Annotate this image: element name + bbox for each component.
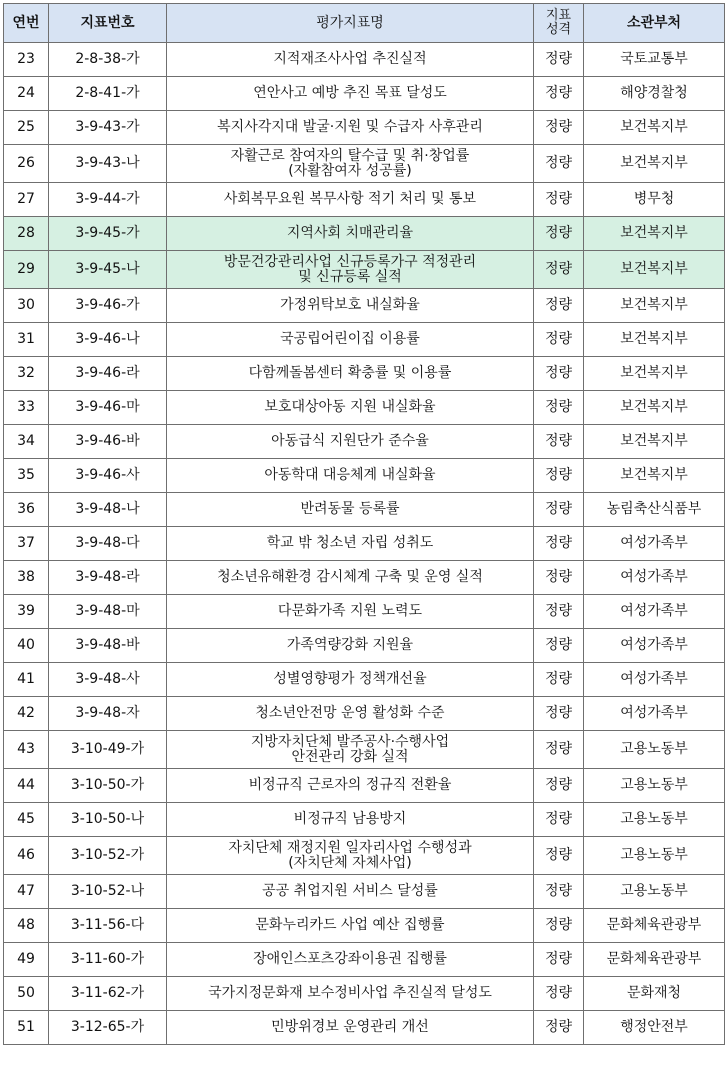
table-row xyxy=(4,77,725,111)
cell-no: 24 xyxy=(4,77,49,111)
cell-code: 3-9-48-사 xyxy=(49,663,167,697)
cell-name-line: 복지사각지대 발굴·지원 및 수급자 사후관리 xyxy=(217,119,483,135)
cell-no: 40 xyxy=(4,629,49,663)
cell-code: 3-12-65-가 xyxy=(49,1011,167,1045)
cell-no: 33 xyxy=(4,391,49,425)
cell-code: 3-9-46-나 xyxy=(49,323,167,357)
cell-name-line: (자치단체 자체사업) xyxy=(288,854,412,871)
cell-no: 36 xyxy=(4,493,49,527)
cell-no: 42 xyxy=(4,697,49,731)
cell-no: 48 xyxy=(4,909,49,943)
header-ministry: 소관부처 xyxy=(584,4,725,43)
cell-name-line: 국가지정문화재 보수정비사업 추진실적 달성도 xyxy=(208,985,492,1001)
cell-name xyxy=(167,77,534,111)
cell-ministry: 여성가족부 xyxy=(584,561,725,595)
cell-code: 3-10-52-가 xyxy=(49,837,167,875)
cell-no: 34 xyxy=(4,425,49,459)
cell-no: 29 xyxy=(4,251,49,289)
cell-name-line: 아동학대 대응체계 내실화율 xyxy=(264,467,436,483)
cell-name xyxy=(167,803,534,837)
cell-name xyxy=(167,697,534,731)
cell-code: 3-9-48-라 xyxy=(49,561,167,595)
cell-type: 정량 xyxy=(534,459,584,493)
table-row xyxy=(4,183,725,217)
cell-code: 3-9-48-마 xyxy=(49,595,167,629)
cell-type: 정량 xyxy=(534,977,584,1011)
cell-name xyxy=(167,183,534,217)
table-row xyxy=(4,803,725,837)
cell-ministry: 여성가족부 xyxy=(584,663,725,697)
cell-ministry: 보건복지부 xyxy=(584,217,725,251)
cell-name-line: 자활근로 참여자의 탈수급 및 취·창업률 xyxy=(230,147,470,164)
cell-name-line: 연안사고 예방 추진 목표 달성도 xyxy=(253,85,447,101)
cell-ministry: 국토교통부 xyxy=(584,43,725,77)
cell-code: 3-9-44-가 xyxy=(49,183,167,217)
cell-code: 3-9-46-가 xyxy=(49,289,167,323)
cell-name-line: 다함께돌봄센터 확충률 및 이용률 xyxy=(248,365,452,381)
cell-name xyxy=(167,875,534,909)
cell-name xyxy=(167,837,534,875)
cell-no: 47 xyxy=(4,875,49,909)
cell-type: 정량 xyxy=(534,77,584,111)
cell-type: 정량 xyxy=(534,909,584,943)
cell-no: 43 xyxy=(4,731,49,769)
cell-no: 32 xyxy=(4,357,49,391)
cell-ministry: 문화재청 xyxy=(584,977,725,1011)
cell-name xyxy=(167,1011,534,1045)
cell-name xyxy=(167,357,534,391)
cell-name-line: 자치단체 재정지원 일자리사업 수행성과 xyxy=(228,839,472,856)
cell-name xyxy=(167,289,534,323)
cell-ministry: 문화체육관광부 xyxy=(584,909,725,943)
cell-type: 정량 xyxy=(534,943,584,977)
cell-ministry: 해양경찰청 xyxy=(584,77,725,111)
cell-name-line: (자활참여자 성공률) xyxy=(288,162,412,179)
cell-name xyxy=(167,527,534,561)
cell-name-line: 비정규직 남용방지 xyxy=(293,811,407,827)
cell-name-line: 청소년안전망 운영 활성화 수준 xyxy=(255,705,445,721)
cell-code: 3-9-46-라 xyxy=(49,357,167,391)
cell-type: 정량 xyxy=(534,391,584,425)
cell-ministry: 고용노동부 xyxy=(584,769,725,803)
cell-name-line: 및 신규등록 실적 xyxy=(298,268,402,285)
cell-ministry: 보건복지부 xyxy=(584,357,725,391)
cell-type: 정량 xyxy=(534,111,584,145)
cell-no: 30 xyxy=(4,289,49,323)
cell-type: 정량 xyxy=(534,629,584,663)
table-row xyxy=(4,595,725,629)
cell-ministry: 보건복지부 xyxy=(584,391,725,425)
cell-no: 39 xyxy=(4,595,49,629)
table-row xyxy=(4,493,725,527)
cell-code: 3-10-49-가 xyxy=(49,731,167,769)
header-no: 연번 xyxy=(4,4,49,43)
cell-ministry: 문화체육관광부 xyxy=(584,943,725,977)
cell-code: 3-9-46-바 xyxy=(49,425,167,459)
cell-name xyxy=(167,595,534,629)
cell-type: 정량 xyxy=(534,43,584,77)
cell-name-line: 가정위탁보호 내실화율 xyxy=(280,297,420,313)
header-row xyxy=(4,4,725,43)
cell-type: 정량 xyxy=(534,217,584,251)
cell-type: 정량 xyxy=(534,595,584,629)
cell-code: 3-9-48-바 xyxy=(49,629,167,663)
cell-name-line: 지적재조사사업 추진실적 xyxy=(273,51,427,67)
table-row xyxy=(4,629,725,663)
cell-name xyxy=(167,459,534,493)
cell-ministry: 병무청 xyxy=(584,183,725,217)
cell-type: 정량 xyxy=(534,1011,584,1045)
cell-ministry: 보건복지부 xyxy=(584,289,725,323)
table-row xyxy=(4,561,725,595)
header-code: 지표번호 xyxy=(49,4,167,43)
table-row xyxy=(4,663,725,697)
cell-no: 31 xyxy=(4,323,49,357)
cell-name xyxy=(167,43,534,77)
cell-ministry: 보건복지부 xyxy=(584,323,725,357)
cell-name-line: 지방자치단체 발주공사·수행사업 xyxy=(250,733,450,750)
cell-name xyxy=(167,943,534,977)
cell-name-line: 성별영향평가 정책개선율 xyxy=(273,671,427,687)
cell-name xyxy=(167,425,534,459)
cell-code: 3-10-50-가 xyxy=(49,769,167,803)
cell-name xyxy=(167,731,534,769)
cell-no: 26 xyxy=(4,145,49,183)
cell-name-line: 보호대상아동 지원 내실화율 xyxy=(264,399,436,415)
cell-ministry: 보건복지부 xyxy=(584,111,725,145)
cell-code: 3-9-45-나 xyxy=(49,251,167,289)
cell-code: 2-8-38-가 xyxy=(49,43,167,77)
cell-no: 38 xyxy=(4,561,49,595)
table-row xyxy=(4,1011,725,1045)
table-row xyxy=(4,769,725,803)
cell-name-line: 학교 밖 청소년 자립 성취도 xyxy=(266,535,434,551)
cell-name-line: 지역사회 치매관리율 xyxy=(286,225,414,241)
cell-type: 정량 xyxy=(534,425,584,459)
cell-name xyxy=(167,909,534,943)
cell-type: 정량 xyxy=(534,323,584,357)
table-row xyxy=(4,943,725,977)
cell-ministry: 보건복지부 xyxy=(584,459,725,493)
cell-code: 3-9-43-나 xyxy=(49,145,167,183)
cell-name-line: 국공립어린이집 이용률 xyxy=(280,331,420,347)
cell-type: 정량 xyxy=(534,251,584,289)
cell-name xyxy=(167,251,534,289)
cell-ministry: 여성가족부 xyxy=(584,697,725,731)
table-row xyxy=(4,527,725,561)
cell-name-line: 반려동물 등록률 xyxy=(300,501,400,517)
cell-ministry: 고용노동부 xyxy=(584,803,725,837)
cell-name-line: 민방위경보 운영관리 개선 xyxy=(271,1019,429,1035)
cell-no: 35 xyxy=(4,459,49,493)
cell-type: 정량 xyxy=(534,663,584,697)
cell-name-line: 공공 취업지원 서비스 달성률 xyxy=(262,883,438,899)
cell-name xyxy=(167,663,534,697)
cell-name-line: 사회복무요원 복무사항 적기 처리 및 통보 xyxy=(223,191,477,207)
cell-type: 정량 xyxy=(534,183,584,217)
cell-ministry: 행정안전부 xyxy=(584,1011,725,1045)
cell-type: 정량 xyxy=(534,145,584,183)
cell-type: 정량 xyxy=(534,561,584,595)
cell-no: 46 xyxy=(4,837,49,875)
cell-type: 정량 xyxy=(534,527,584,561)
table-row xyxy=(4,837,725,875)
table-row xyxy=(4,251,725,289)
cell-name-line: 다문화가족 지원 노력도 xyxy=(277,603,423,619)
cell-type: 정량 xyxy=(534,357,584,391)
cell-name-line: 안전관리 강화 실적 xyxy=(291,748,409,765)
cell-ministry: 고용노동부 xyxy=(584,837,725,875)
table-row xyxy=(4,111,725,145)
cell-no: 44 xyxy=(4,769,49,803)
table-row xyxy=(4,459,725,493)
header-name: 평가지표명 xyxy=(167,4,534,43)
header-type xyxy=(534,4,584,43)
cell-name-line: 문화누리카드 사업 예산 집행률 xyxy=(255,917,445,933)
cell-ministry: 여성가족부 xyxy=(584,595,725,629)
cell-no: 41 xyxy=(4,663,49,697)
cell-ministry: 보건복지부 xyxy=(584,251,725,289)
table-row xyxy=(4,391,725,425)
cell-code: 3-11-62-가 xyxy=(49,977,167,1011)
cell-no: 28 xyxy=(4,217,49,251)
cell-no: 49 xyxy=(4,943,49,977)
cell-code: 3-9-46-사 xyxy=(49,459,167,493)
cell-name xyxy=(167,217,534,251)
cell-name xyxy=(167,391,534,425)
cell-type: 정량 xyxy=(534,803,584,837)
cell-code: 3-9-43-가 xyxy=(49,111,167,145)
table-row xyxy=(4,909,725,943)
cell-code: 3-9-48-다 xyxy=(49,527,167,561)
cell-code: 3-10-52-나 xyxy=(49,875,167,909)
cell-name xyxy=(167,561,534,595)
cell-no: 45 xyxy=(4,803,49,837)
cell-type: 정량 xyxy=(534,875,584,909)
cell-no: 25 xyxy=(4,111,49,145)
cell-ministry: 고용노동부 xyxy=(584,731,725,769)
cell-name xyxy=(167,769,534,803)
table-body xyxy=(4,43,725,1045)
cell-code: 3-10-50-나 xyxy=(49,803,167,837)
cell-ministry: 보건복지부 xyxy=(584,425,725,459)
table-row xyxy=(4,977,725,1011)
table-row xyxy=(4,731,725,769)
cell-name xyxy=(167,493,534,527)
cell-name-line: 비정규직 근로자의 정규직 전환율 xyxy=(248,777,452,793)
cell-code: 3-9-48-자 xyxy=(49,697,167,731)
cell-name-line: 방문건강관리사업 신규등록가구 적정관리 xyxy=(223,253,477,270)
cell-ministry: 여성가족부 xyxy=(584,527,725,561)
cell-name-line: 가족역량강화 지원율 xyxy=(286,637,414,653)
table-row xyxy=(4,43,725,77)
cell-code: 3-9-48-나 xyxy=(49,493,167,527)
cell-name xyxy=(167,145,534,183)
table-row xyxy=(4,357,725,391)
table-row xyxy=(4,289,725,323)
cell-name xyxy=(167,111,534,145)
header-type-line2: 성격 xyxy=(545,22,572,37)
cell-ministry: 농림축산식품부 xyxy=(584,493,725,527)
cell-no: 37 xyxy=(4,527,49,561)
cell-code: 3-11-60-가 xyxy=(49,943,167,977)
cell-type: 정량 xyxy=(534,697,584,731)
cell-type: 정량 xyxy=(534,769,584,803)
cell-name xyxy=(167,977,534,1011)
table-row xyxy=(4,323,725,357)
cell-ministry: 고용노동부 xyxy=(584,875,725,909)
cell-ministry: 여성가족부 xyxy=(584,629,725,663)
cell-name-line: 청소년유해환경 감시체계 구축 및 운영 실적 xyxy=(217,569,483,585)
cell-type: 정량 xyxy=(534,493,584,527)
table-row xyxy=(4,875,725,909)
table-row xyxy=(4,697,725,731)
table-row xyxy=(4,425,725,459)
cell-type: 정량 xyxy=(534,837,584,875)
cell-code: 3-11-56-다 xyxy=(49,909,167,943)
cell-type: 정량 xyxy=(534,731,584,769)
cell-name xyxy=(167,629,534,663)
table-row xyxy=(4,217,725,251)
table-row xyxy=(4,145,725,183)
cell-no: 27 xyxy=(4,183,49,217)
cell-type: 정량 xyxy=(534,289,584,323)
cell-no: 50 xyxy=(4,977,49,1011)
cell-name xyxy=(167,323,534,357)
cell-ministry: 보건복지부 xyxy=(584,145,725,183)
cell-code: 3-9-45-가 xyxy=(49,217,167,251)
cell-code: 3-9-46-마 xyxy=(49,391,167,425)
indicator-table xyxy=(3,3,725,1045)
cell-name-line: 장애인스포츠강좌이용권 집행률 xyxy=(253,951,447,967)
cell-name-line: 아동급식 지원단가 준수율 xyxy=(271,433,429,449)
header-type-line1: 지표 xyxy=(545,8,572,23)
cell-no: 51 xyxy=(4,1011,49,1045)
cell-no: 23 xyxy=(4,43,49,77)
cell-code: 2-8-41-가 xyxy=(49,77,167,111)
